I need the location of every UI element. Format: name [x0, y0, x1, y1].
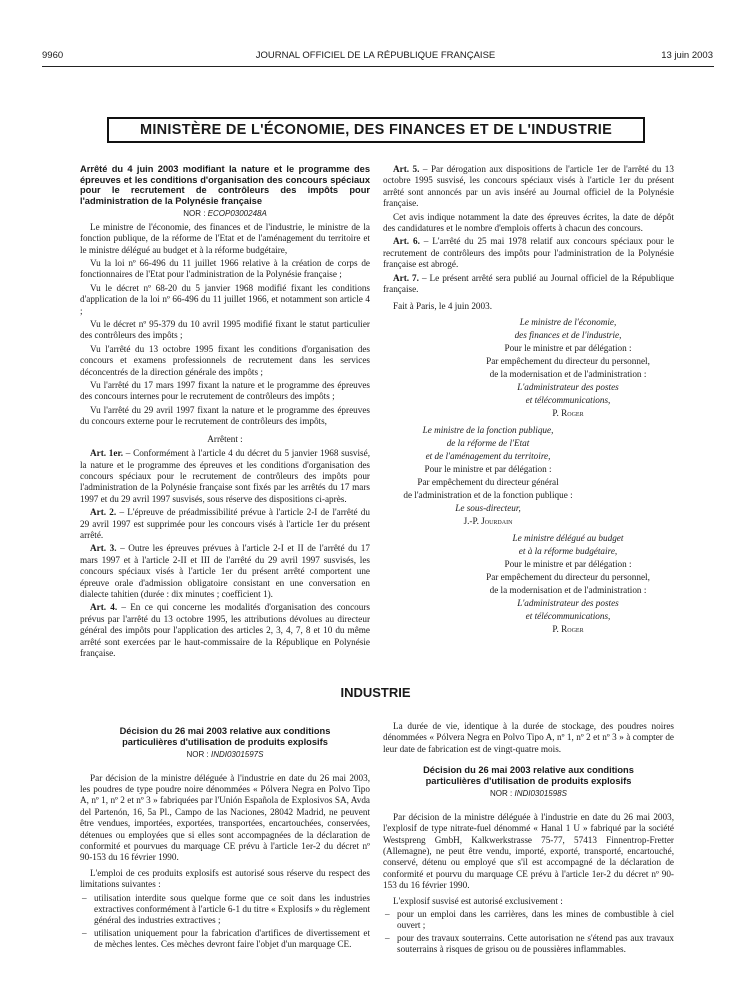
signature-economie: Le ministre de l'économie, des finances et de l'industrie, Pour le ministre et par délégation : Par empêchement du directeur du personnel, de la modernisation et de l'administration : L'administrateur des postes et télécommunications, P. Roger	[486, 316, 650, 418]
article-1: Art. 1er. – Conformément à l'article 4 du décret du 5 janvier 1968 susvisé, la nature et le programme des épreuves et les conditions d'organisation des concours spéciaux pour le recrutement de contrôleurs des impôts pour l'administration de la Polynésie française sont fixés par les arrêtés du 17 mars 1997 et du 29 avril 1997 susvisés, sous réserve des dispositions ci-après.	[80, 448, 370, 504]
arrete-paragraph: Vu la loi nº 66-496 du 11 juillet 1966 relative à la création de corps de fonctionnaires de l'Etat pour l'administration de la Polynésie française ;	[80, 258, 370, 280]
arrete-paragraph: Vu l'arrêté du 13 octobre 1995 fixant les conditions d'organisation des concours et examens professionnels de recrutement dans les services déconcentrés de la direction générale des impôts ;	[80, 343, 370, 377]
decision-2-paragraph: L'explosif susvisé est autorisé exclusivement :	[393, 895, 563, 906]
arrete-paragraph: Vu l'arrêté du 29 avril 1997 fixant la nature et le programme des épreuves du concours externe pour le recrutement de contrôleurs des impôts,	[80, 404, 370, 427]
arrete-paragraph: Vu le décret nº 95-379 du 10 avril 1995 modifié fixant le statut particulier des contrôleurs des impôts ;	[80, 319, 370, 341]
done-at: Fait à Paris, le 4 juin 2003.	[393, 301, 493, 312]
journal-title: JOURNAL OFFICIEL DE LA RÉPUBLIQUE FRANÇAISE	[255, 50, 496, 61]
arrete-title: Arrêté du 4 juin 2003 modifiant la nature et le programme des épreuves et les conditions d'organisation des concours spéciaux pour le recrutement de contrôleurs des impôts pour l'administration de la Polynésie française	[80, 164, 370, 206]
arrete-paragraph: Vu l'arrêté du 17 mars 1997 fixant la nature et le programme des épreuves des concours internes pour le recrutement de contrôleurs des impôts ;	[80, 380, 370, 402]
header-rule	[42, 66, 714, 67]
decision-1-duration: La durée de vie, identique à la durée de stockage, des poudres noires dénommées « Pólvera Negra en Polvo Tipo A, nº 1, nº 2 et nº 3 » à compter de leur date de fabrication est de vingt-quatre mois.	[383, 721, 674, 754]
signature-fonction-publique: Le ministre de la fonction publique, de la réforme de l'Etat et de l'aménagement du territoire, Pour le ministre et par délégation : Par empêchement du directeur général de l'administration et de la fonction publique : Le sous-directeur, J.-P. Jourdain	[403, 424, 573, 526]
list-item: – utilisation interdite sous quelque forme que ce soit dans les industries extractives conformément à l'article 6-1 du titre « Explosifs » du règlement général des industries extractives ;	[94, 893, 370, 927]
page-number: 9960	[42, 50, 64, 61]
list-item: – utilisation uniquement pour la fabrication d'artifices de divertissement et de mèches lentes. Ces mèches devront faire l'objet d'un marquage CE.	[94, 928, 370, 951]
arrete-paragraph: Vu le décret nº 68-20 du 5 janvier 1968 modifié fixant les conditions d'application de la loi nº 66-496 du 11 juillet 1966, et notamment son article 4 ;	[80, 282, 370, 316]
article-7: Art. 7. – Le présent arrêté sera publié au Journal officiel de la République française.	[383, 272, 675, 295]
decision-2-paragraph: Par décision de la ministre déléguée à l'industrie en date du 26 mai 2003, l'explosif de type nitrate-fuel dénommé « Hanal 1 U » fabriqué par la société Westspreng GmbH, Kalkwerkstrasse 75-77, 57413 Finnentrop-Fretter (Allemagne), ne peut être vendu, importé, exporté, transporté, encartouché, conservé, détenu ou employé que s'il est accompagné de la déclaration de conformité et pourvu du marquage CE prévu à l'article 1er-2 du décret nº 90-153 du 16 février 1990.	[383, 811, 674, 891]
article-3: Art. 3. – Outre les épreuves prévues à l'article 2-I et II de l'arrêté du 17 mars 1997 et à l'article 2-II et III de l'arrêté du 29 avril 1997 susvisés, les concours spéciaux visés à l'article 1er du présent arrêté comportent une épreuve orale d'admission obligatoire consistant en une conversation en dialecte tahitien (durée : dix minutes ; coefficient 1).	[80, 543, 370, 599]
decision-1-paragraph: Par décision de la ministre déléguée à l'industrie en date du 26 mai 2003, les poudres de type poudre noire dénommées « Pólvera Negra en Polvo Tipo A, nº 1, nº 2 et nº 3 » fabriquées par l'Unión Española de Explosivos SA, Avda del Partenón, 16, 5a Pl., Campo de las Naciones, 28042 Madrid, ne peuvent être vendues, importées, exportées, transportées, encartouchées, conservées, détenues ou employées que si elles sont accompagnées de la déclaration de conformité et pourvues du marquage CE prévu à l'article 1er-2 du décret nº 90-153 du 16 février 1990.	[80, 772, 370, 863]
article-2: Art. 2. – L'épreuve de préadmissibilité prévue à l'article 2-I de l'arrêté du 29 avril 1997 est supprimée pour les concours visés à l'article 1er du présent arrêté.	[80, 507, 370, 540]
section-heading-industrie: INDUSTRIE	[340, 685, 411, 700]
decision-2-title: Décision du 26 mai 2003 relative aux conditions particulières d'utilisation de produits explosifs	[423, 765, 634, 786]
arrete-left-column	[80, 164, 370, 661]
ministry-heading: MINISTÈRE DE L'ÉCONOMIE, DES FINANCES ET DE L'INDUSTRIE	[107, 117, 645, 143]
article-4: Art. 4. – En ce qui concerne les modalités d'organisation des concours prévus par l'arrêté du 13 octobre 1995, les attributions dévolues au directeur général des impôts pour l'application des articles 2, 3, 4, 7, 8 et 10 du même arrêté sont exercées par le haut-commissaire de la République en Polynésie française.	[80, 602, 370, 658]
header-date: 13 juin 2003	[661, 50, 713, 61]
decision-1-nor: NOR : INDI0301597S	[186, 750, 264, 760]
arrete-paragraph: Le ministre de l'économie, des finances et de l'industrie, le ministre de la fonction publique, de la réforme de l'Etat et de l'aménagement du territoire et le ministre délégué au budget et à la réforme budgétaire,	[80, 221, 370, 255]
decision-2-nor: NOR : INDI0301598S	[490, 789, 567, 799]
list-item: – pour un emploi dans les carrières, dans les mines de combustible à ciel ouvert ;	[397, 909, 674, 932]
article-5: Art. 5. – Par dérogation aux dispositions de l'article 1er de l'arrêté du 13 octobre 1995 susvisé, les concours spéciaux visés à l'article 1er du présent arrêté sont annoncés par un avis inséré au Journal officiel de la Polynésie française.	[383, 164, 674, 209]
decision-2-column	[383, 721, 674, 957]
arrete-right-column	[383, 164, 674, 637]
decision-1-paragraph: L'emploi de ces produits explosifs est autorisé sous réserve du respect des limitations suivantes :	[80, 867, 370, 890]
list-item: – pour des travaux souterrains. Cette autorisation ne s'étend pas aux travaux souterrains à risques de grisou ou de poussières inflammables.	[397, 933, 674, 956]
decision-1	[80, 726, 370, 952]
article-5-avis: Cet avis indique notamment la date des épreuves écrites, la date de dépôt des candidatures et le nombre d'emplois offerts à chacun des concours.	[383, 211, 674, 234]
article-6: Art. 6. – L'arrêté du 25 mai 1978 relatif aux concours spéciaux pour le recrutement de contrôleurs des impôts pour l'administration de la Polynésie française est abrogé.	[383, 236, 674, 270]
decision-1-title: Décision du 26 mai 2003 relative aux conditions particulières d'utilisation de produits explosifs	[119, 726, 331, 747]
arrete-nor: NOR : ECOP0300248A	[183, 209, 267, 219]
signature-budget: Le ministre délégué au budget et à la réforme budgétaire, Pour le ministre et par délégation : Par empêchement du directeur du personnel, de la modernisation et de l'administration : L'administrateur des postes et télécommunications, P. Roger	[486, 532, 650, 634]
arretent: Arrêtent :	[207, 433, 243, 444]
decision-1-limitations	[80, 893, 370, 951]
decision-2-uses	[383, 909, 674, 956]
